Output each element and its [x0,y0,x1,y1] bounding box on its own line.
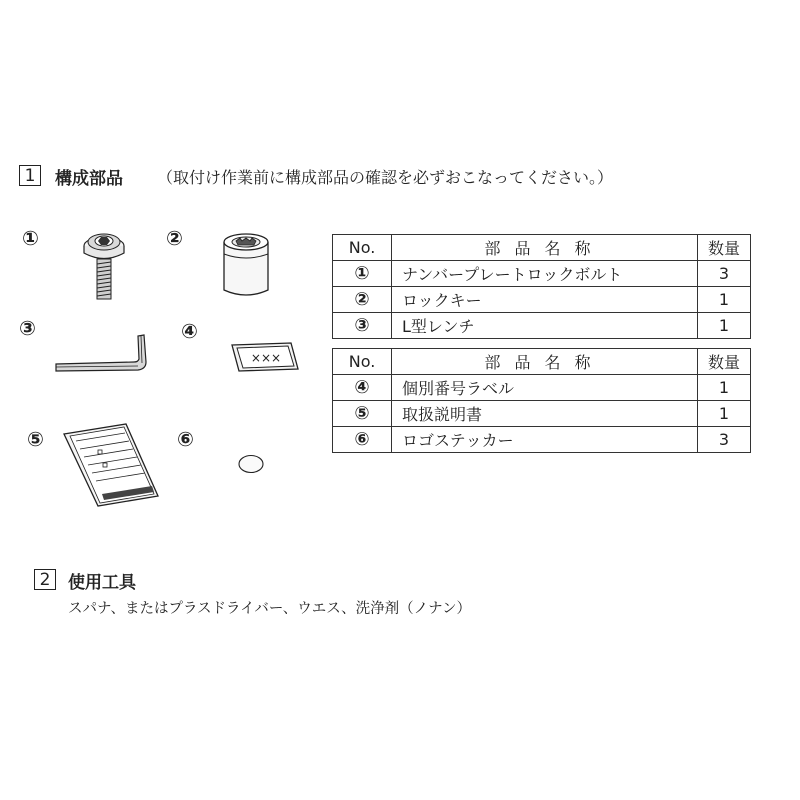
row-quantity: 1 [698,287,751,313]
row-part-name: L型レンチ [392,313,698,339]
header-no: No. [333,349,392,375]
row-no: ⑥ [333,427,392,453]
header-quantity: 数量 [698,235,751,261]
row-part-name: 個別番号ラベル [392,375,698,401]
parts-table-2 [332,348,751,453]
row-no: ② [333,287,392,313]
parts-table-1 [332,234,751,339]
illustration-number-2: ② [166,226,183,250]
section-2-number-box: 2 [34,569,56,590]
row-no: ⑤ [333,401,392,427]
header-part-name: 部品名称 [392,349,698,375]
l-wrench-icon [52,332,148,374]
illustration-number-3: ③ [19,316,36,340]
table-header-row [333,235,751,261]
table-row [333,261,751,287]
section-1-note: （取付け作業前に構成部品の確認を必ずおこなってください。） [157,168,614,187]
section-1-number-box: 1 [19,165,41,186]
row-quantity: 1 [698,375,751,401]
table-row [333,287,751,313]
illustration-number-4: ④ [181,319,198,343]
table-row [333,375,751,401]
table-row [333,313,751,339]
row-no: ④ [333,375,392,401]
illustration-number-1: ① [22,226,39,250]
logo-sticker-icon [236,453,266,475]
row-quantity: 3 [698,261,751,287]
lock-key-icon [218,228,274,300]
illustration-number-6: ⑥ [177,427,194,451]
row-part-name: 取扱説明書 [392,401,698,427]
illustration-number-5: ⑤ [27,427,44,451]
row-part-name: ナンバープレートロックボルト [392,261,698,287]
bolt-icon [76,226,136,302]
row-part-name: ロゴステッカー [392,427,698,453]
serial-label-text: ××× [250,351,282,365]
section-1-title: 構成部品 [55,169,123,189]
header-quantity: 数量 [698,349,751,375]
row-no: ① [333,261,392,287]
section-2-title: 使用工具 [68,573,136,593]
serial-label-icon [226,340,302,374]
table-header-row [333,349,751,375]
manual-icon [62,422,162,508]
required-tools-text: スパナ、またはプラスドライバー、ウエス、洗浄剤（ノナン） [68,601,471,617]
row-quantity: 3 [698,427,751,453]
header-part-name: 部品名称 [392,235,698,261]
row-quantity: 1 [698,313,751,339]
header-no: No. [333,235,392,261]
row-quantity: 1 [698,401,751,427]
row-no: ③ [333,313,392,339]
table-row [333,427,751,453]
table-row [333,401,751,427]
row-part-name: ロックキー [392,287,698,313]
